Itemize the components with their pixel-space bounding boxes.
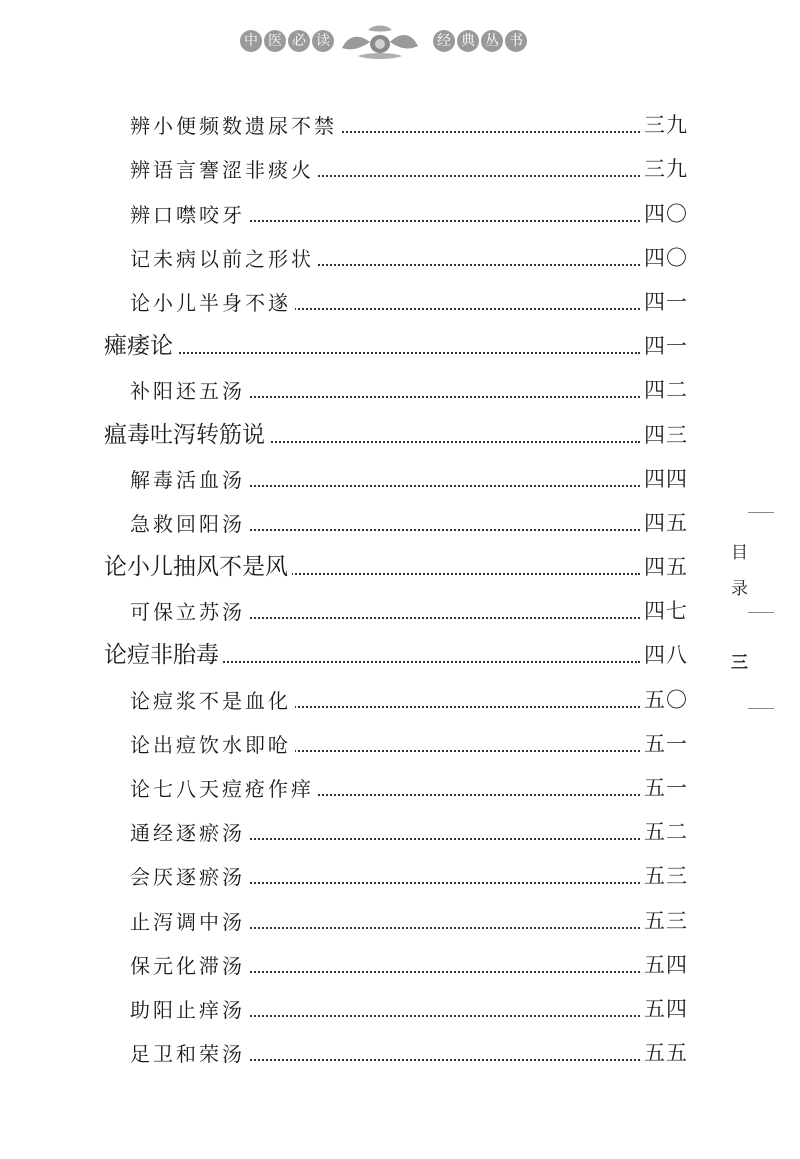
toc-entry-title: 辨小便频数遗尿不禁	[130, 110, 341, 139]
toc-entry-page: 四〇	[642, 242, 688, 272]
toc-entry-title: 会厌逐瘀汤	[130, 861, 249, 890]
toc-entry-page: 三九	[642, 109, 688, 139]
dot-leader	[104, 352, 640, 354]
toc-entry-sub[interactable]	[0, 943, 800, 987]
toc-entry-page: 三九	[642, 153, 688, 183]
toc-entry-page: 四一	[642, 286, 688, 316]
toc-entry-sub[interactable]	[0, 280, 800, 324]
page-number: 三	[731, 653, 748, 673]
toc-entry-title: 补阳还五汤	[130, 375, 249, 404]
toc-entry-title: 可保立苏汤	[130, 596, 249, 625]
toc-entry-page: 四二	[642, 374, 688, 404]
toc-entry-sub[interactable]	[0, 103, 800, 147]
toc-entry-page: 四四	[642, 463, 688, 493]
toc-entry-main[interactable]	[0, 545, 800, 589]
toc-entry-title: 足卫和荣汤	[130, 1038, 249, 1067]
running-header	[0, 20, 800, 64]
series-char: 丛	[481, 30, 503, 52]
toc-entry-title: 论七八天痘疮作痒	[130, 773, 318, 802]
toc-entry-sub[interactable]	[0, 898, 800, 942]
series-char: 中	[240, 30, 262, 52]
toc-entry-title: 瘟毒吐泻转筋说	[104, 416, 269, 449]
toc-entry-sub[interactable]	[0, 457, 800, 501]
toc-entry-main[interactable]	[0, 633, 800, 677]
table-of-contents	[0, 103, 800, 1075]
toc-entry-page: 五四	[642, 949, 688, 979]
toc-entry-sub[interactable]	[0, 810, 800, 854]
section-label-char: 录	[731, 579, 748, 599]
toc-entry-main[interactable]	[0, 412, 800, 456]
toc-entry-page: 五一	[642, 772, 688, 802]
toc-entry-sub[interactable]	[0, 1031, 800, 1075]
series-char: 读	[312, 30, 334, 52]
series-char: 必	[288, 30, 310, 52]
toc-entry-page: 五二	[642, 816, 688, 846]
toc-entry-page: 五三	[642, 860, 688, 890]
series-char: 书	[505, 30, 527, 52]
toc-entry-title: 急救回阳汤	[130, 508, 249, 537]
toc-entry-title: 止泻调中汤	[130, 906, 249, 935]
toc-entry-sub[interactable]	[0, 236, 800, 280]
toc-entry-sub[interactable]	[0, 147, 800, 191]
toc-entry-title: 论痘浆不是血化	[130, 685, 295, 714]
toc-entry-title: 保元化滞汤	[130, 950, 249, 979]
toc-entry-page: 五五	[642, 1037, 688, 1067]
side-divider	[748, 708, 774, 709]
toc-entry-sub[interactable]	[0, 191, 800, 235]
toc-entry-sub[interactable]	[0, 766, 800, 810]
toc-entry-sub[interactable]	[0, 589, 800, 633]
toc-entry-title: 解毒活血汤	[130, 464, 249, 493]
toc-entry-page: 四〇	[642, 198, 688, 228]
toc-entry-title: 瘫痿论	[104, 327, 177, 360]
toc-entry-title: 辨口噤咬牙	[130, 199, 249, 228]
series-char: 经	[433, 30, 455, 52]
toc-entry-page: 四五	[642, 507, 688, 537]
toc-entry-title: 辨语言謇涩非痰火	[130, 154, 318, 183]
toc-entry-page: 五四	[642, 993, 688, 1023]
toc-entry-page: 四七	[642, 595, 688, 625]
toc-entry-sub[interactable]	[0, 854, 800, 898]
toc-entry-sub[interactable]	[0, 677, 800, 721]
side-divider	[748, 512, 774, 513]
section-label-char: 目	[731, 543, 748, 563]
toc-entry-page: 四三	[642, 419, 688, 449]
toc-entry-title: 助阳止痒汤	[130, 994, 249, 1023]
toc-entry-page: 五一	[642, 728, 688, 758]
toc-entry-sub[interactable]	[0, 501, 800, 545]
toc-entry-page: 四一	[642, 330, 688, 360]
toc-entry-title: 论出痘饮水即呛	[130, 729, 295, 758]
toc-entry-page: 五〇	[642, 684, 688, 714]
toc-entry-sub[interactable]	[0, 987, 800, 1031]
toc-entry-title: 通经逐瘀汤	[130, 817, 249, 846]
side-divider	[748, 612, 774, 613]
toc-entry-sub[interactable]	[0, 368, 800, 412]
series-char: 典	[457, 30, 479, 52]
dragon-emblem-icon	[338, 22, 422, 62]
toc-entry-page: 四八	[642, 639, 688, 669]
toc-entry-title: 记未病以前之形状	[130, 243, 318, 272]
toc-entry-main[interactable]	[0, 324, 800, 368]
toc-entry-title: 论小儿半身不遂	[130, 287, 295, 316]
toc-entry-page: 五三	[642, 905, 688, 935]
series-char: 医	[264, 30, 286, 52]
toc-entry-page: 四五	[642, 551, 688, 581]
toc-entry-title: 论小儿抽风不是风	[104, 548, 292, 581]
toc-entry-title: 论痘非胎毒	[104, 636, 223, 669]
toc-entry-sub[interactable]	[0, 722, 800, 766]
